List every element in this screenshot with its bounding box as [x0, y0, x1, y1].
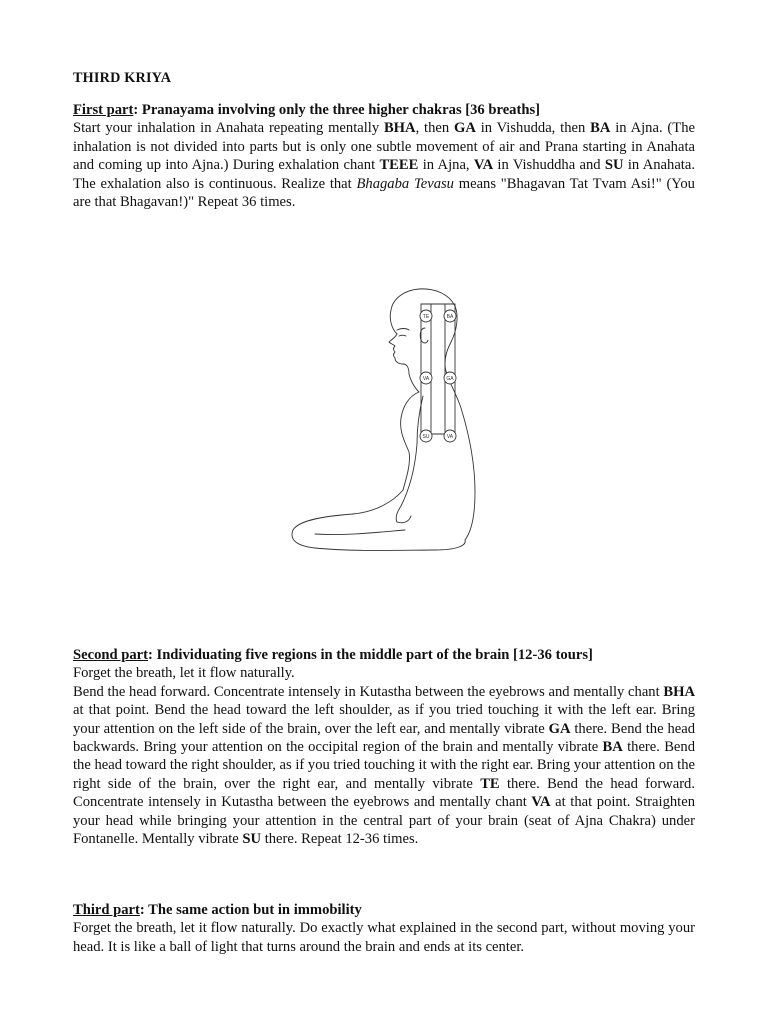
first-part-section	[73, 101, 695, 211]
left-channel	[421, 304, 431, 434]
document-title: THIRD KRIYA	[73, 70, 172, 86]
italic-phrase: Bhagaba Tevasu	[356, 175, 454, 192]
face-profile	[389, 334, 409, 374]
text-run: Start your inhalation in Anahata repeating mentally	[73, 120, 384, 137]
third-part-label: Third part	[73, 902, 140, 918]
neck-front	[409, 374, 419, 392]
upper-leg	[293, 490, 403, 530]
first-part-body	[73, 119, 695, 211]
mantra-su: SU	[242, 831, 262, 848]
text-run: in Ajna,	[418, 157, 474, 174]
mantra-va: VA	[473, 157, 494, 174]
text-run: there. Bend the head toward the right shoulder, as if you tried touching it with the right ear. Bring your attention on the right side of the brain, over the right ear, and mentally vibrate	[73, 739, 695, 792]
text-run: there. Repeat 12-36 times.	[261, 831, 419, 848]
eye	[399, 335, 406, 336]
text-run: at that point. Bend the head toward the left shoulder, as if you tried touching it with the left ear. Bring your attention on the left side of the brain, over the left ear, and mentally vibrate	[73, 702, 695, 737]
mantra-bha: BHA	[663, 683, 695, 700]
mantra-ba: BA	[602, 739, 623, 756]
second-part-section	[73, 646, 695, 848]
torso-front	[401, 392, 419, 490]
inner-leg	[315, 530, 405, 535]
mantra-va: VA	[531, 794, 551, 811]
text-run: there. Bend the head forward. Concentrate intensely in Kutastha between the eyebrows and mentally chant	[73, 775, 696, 811]
mantra-bha: BHA	[383, 120, 416, 137]
head-outline	[390, 289, 457, 364]
text-run: in Anahata. The exhalation also is continuous. Realize that	[73, 157, 695, 192]
mantra-teee: TEEE	[379, 157, 419, 174]
text-run: there. Bend the head backwards. Bring your attention on the occipital region of the brain and mentally vibrate	[73, 720, 695, 756]
third-part-heading	[73, 901, 695, 919]
mantra-ga: GA	[548, 720, 571, 737]
third-part-section	[73, 901, 695, 956]
chakra-label: BA	[446, 314, 454, 320]
second-part-intro: Forget the breath, let it flow naturally.	[73, 665, 295, 682]
mantra-ga: GA	[454, 120, 476, 137]
chakra-label: SU	[422, 434, 430, 440]
text-run: , then	[415, 120, 454, 137]
third-part-body: Forget the breath, let it flow naturally. Do exactly what explained in the second part, without moving your head. It is like a ball of light that turns around the brain and ends at its center.	[73, 920, 695, 955]
seated-figure-illustration	[285, 284, 485, 596]
first-part-heading	[73, 101, 695, 119]
text-run: at that point. Straighten your head while bringing your attention in the central part of your brain (seat of Ajna Chakra) under Fontanelle. Mentally vibrate	[73, 794, 695, 848]
chakra-label: GA	[446, 376, 454, 382]
second-part-title: : Individuating five regions in the middle part of the brain [12-36 tours]	[148, 647, 593, 663]
lower-leg	[292, 530, 465, 551]
third-part-title: : The same action but in immobility	[139, 902, 362, 918]
first-part-title: : Pranayama involving only the three higher chakras [36 breaths]	[133, 102, 540, 118]
text-run: in Vishuddha and	[493, 157, 605, 174]
text-run: Bend the head forward. Concentrate intensely in Kutastha between the eyebrows and mentally chant	[73, 683, 664, 700]
mantra-te: TE	[480, 775, 500, 792]
second-part-body	[73, 683, 695, 849]
brow	[397, 329, 409, 331]
hand	[397, 516, 411, 523]
chakra-label: VA	[422, 376, 430, 382]
text-run: in Vishudda, then	[475, 120, 591, 137]
seated-figure-svg	[285, 284, 485, 596]
back-outline	[445, 364, 475, 540]
second-part-label: Second part	[73, 647, 148, 663]
first-part-label: First part	[73, 102, 134, 118]
chakra-label: VA	[446, 434, 454, 440]
chakra-label: TE	[422, 314, 430, 320]
text-run: means "Bhagavan Tat Tvam Asi!" (You are that Bhagavan!)" Repeat 36 times.	[73, 175, 695, 211]
right-channel	[445, 304, 455, 434]
mantra-su: SU	[604, 157, 624, 174]
text-run: in Ajna. (The inhalation is not divided into parts but is only one subtle movement of air and Prana starting in Anahata and coming up into Ajna.) During exhalation chant	[73, 120, 695, 174]
mantra-ba: BA	[590, 120, 611, 137]
second-part-heading	[73, 646, 695, 664]
